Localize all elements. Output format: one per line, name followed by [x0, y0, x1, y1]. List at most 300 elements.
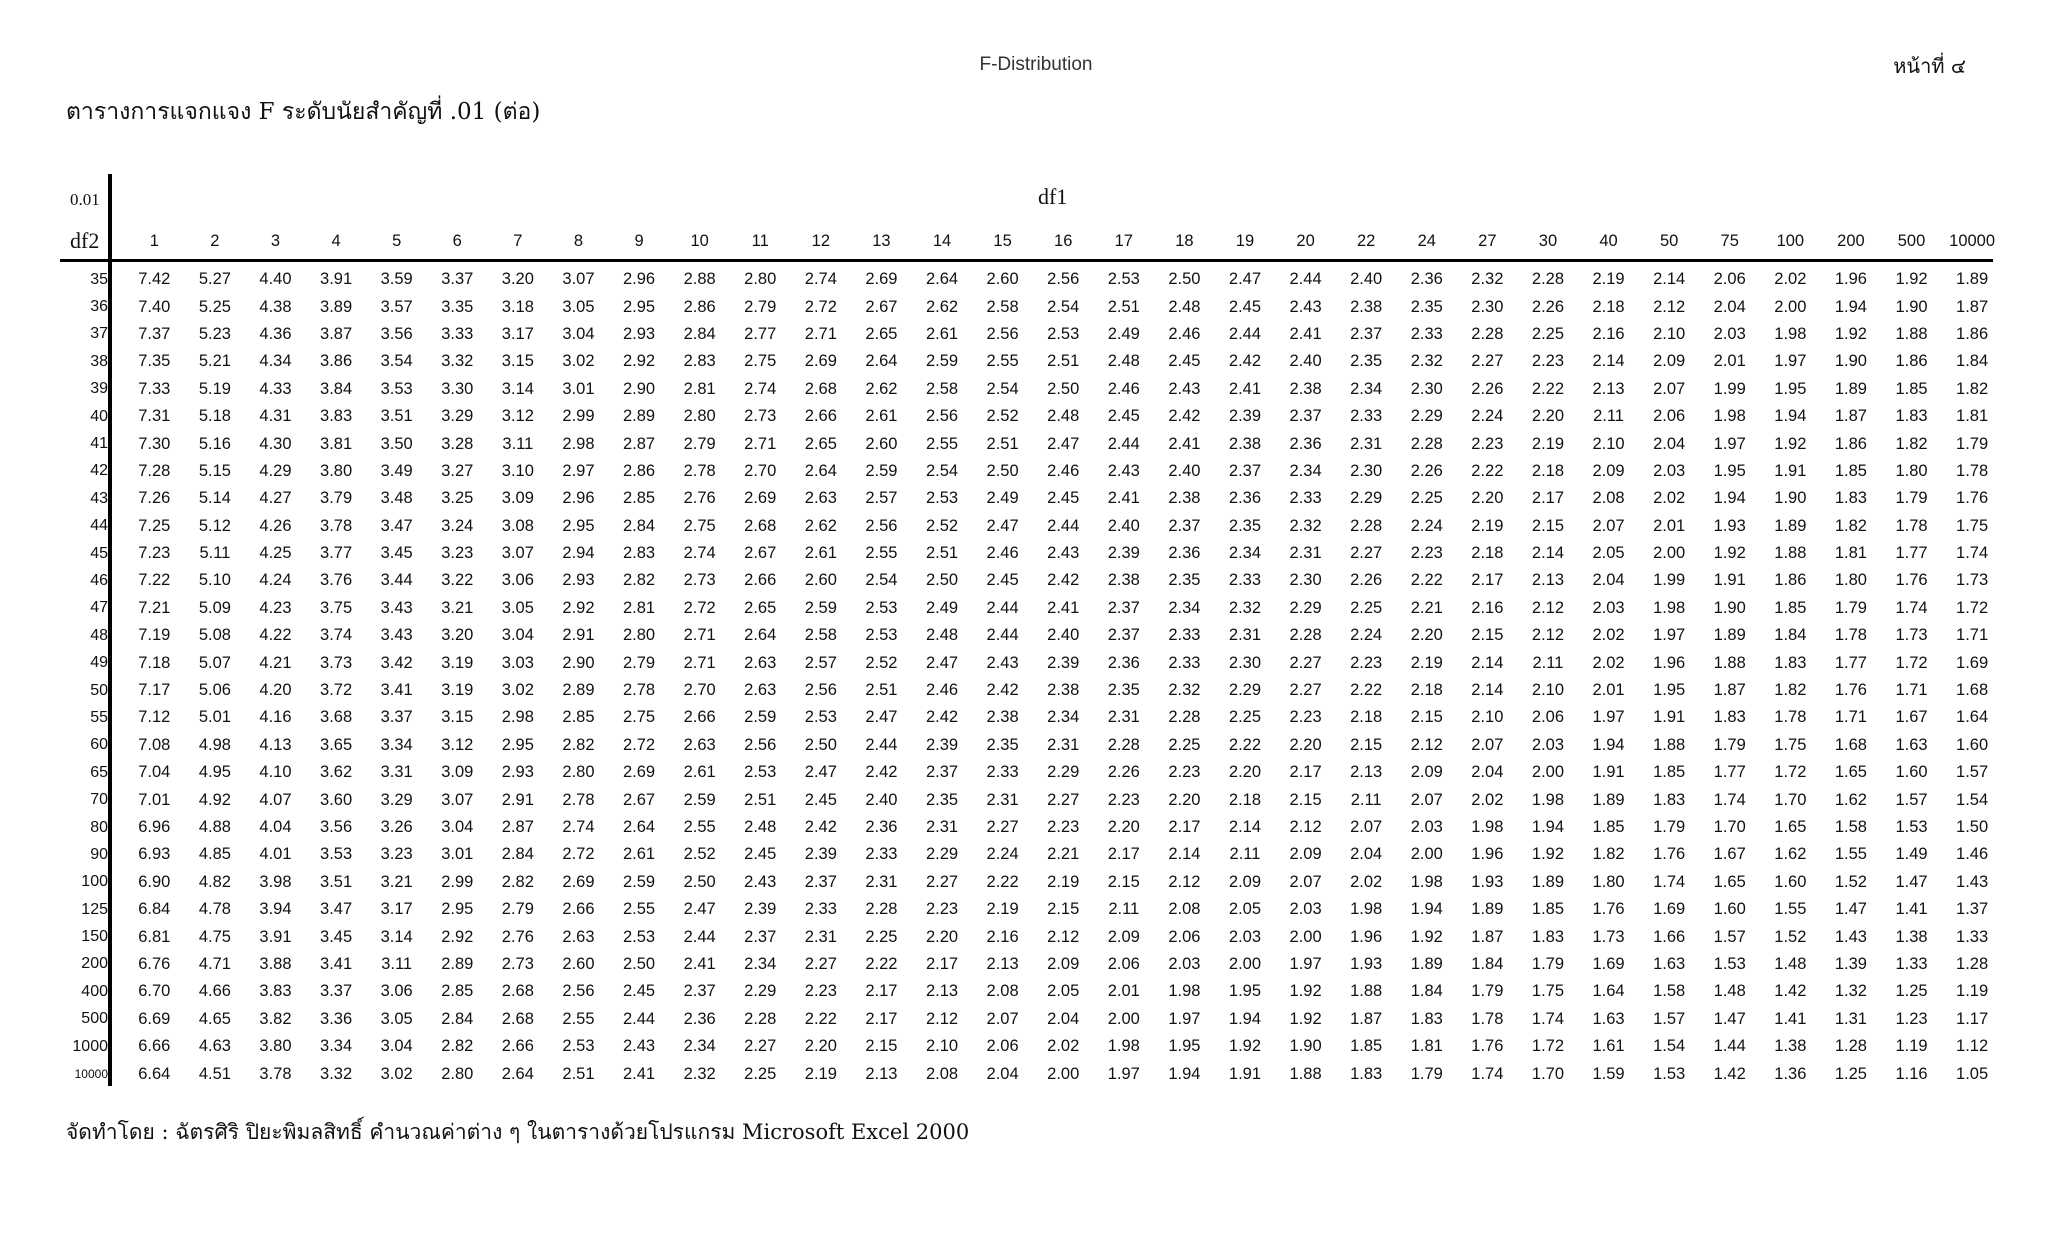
f-value-cell: 3.84 [320, 379, 353, 398]
f-value-cell: 3.86 [320, 352, 353, 371]
f-value-cell: 2.93 [501, 763, 534, 782]
f-value-cell: 2.22 [1350, 681, 1383, 700]
f-value-cell: 2.45 [622, 982, 656, 1001]
f-value-cell: 1.91 [1713, 571, 1746, 590]
f-value-cell: 4.63 [198, 1037, 231, 1056]
f-value-cell: 3.76 [320, 571, 353, 590]
f-value-cell: 1.57 [1713, 927, 1746, 946]
f-value-cell: 7.30 [138, 434, 171, 453]
f-value-cell: 2.13 [986, 954, 1019, 973]
row-spacer [112, 786, 124, 813]
f-value-cell: 4.30 [259, 434, 292, 453]
f-value-cell: 5.14 [198, 489, 231, 508]
f-value-cell: 1.79 [1531, 954, 1565, 973]
f-value-cell: 3.30 [441, 379, 474, 398]
df2-row-label: 80 [90, 818, 108, 836]
table-row [64, 896, 2002, 923]
f-value-cell: 2.69 [865, 270, 898, 289]
f-value-cell: 2.17 [925, 954, 959, 973]
f-value-cell: 1.64 [1956, 708, 1989, 727]
f-value-cell: 2.28 [1289, 626, 1322, 645]
f-value-cell: 3.87 [320, 324, 353, 343]
df2-row-label: 38 [90, 352, 108, 370]
f-value-cell: 2.12 [925, 1009, 959, 1028]
f-value-cell: 2.43 [744, 872, 777, 891]
f-value-cell: 4.85 [198, 845, 231, 864]
f-value-cell: 1.41 [1895, 900, 1928, 919]
f-value-cell: 2.18 [1531, 461, 1565, 480]
f-value-cell: 1.42 [1713, 1064, 1746, 1083]
f-value-cell: 2.85 [441, 982, 474, 1001]
f-value-cell: 1.36 [1774, 1064, 1807, 1083]
f-value-cell: 2.36 [1228, 489, 1262, 508]
f-value-cell: 2.09 [1592, 461, 1625, 480]
f-value-cell: 2.50 [925, 571, 959, 590]
f-value-cell: 4.01 [259, 845, 292, 864]
f-value-cell: 2.23 [1471, 434, 1504, 453]
f-value-cell: 3.57 [380, 297, 413, 316]
f-value-cell: 2.12 [1047, 927, 1080, 946]
f-value-cell: 1.89 [1774, 516, 1807, 535]
table-row [64, 1060, 2002, 1087]
f-value-cell: 2.20 [1289, 735, 1322, 754]
f-value-cell: 3.34 [380, 735, 413, 754]
row-spacer [112, 485, 124, 512]
f-value-cell: 1.87 [1350, 1009, 1383, 1028]
df2-row-label: 90 [90, 845, 108, 863]
f-value-cell: 3.82 [259, 1009, 292, 1028]
f-value-cell: 1.98 [1531, 790, 1565, 809]
f-value-cell: 2.35 [1107, 681, 1140, 700]
f-value-cell: 1.76 [1653, 845, 1686, 864]
f-value-cell: 2.69 [562, 872, 595, 891]
f-value-cell: 4.36 [259, 324, 292, 343]
f-value-cell: 1.48 [1774, 954, 1807, 973]
f-value-cell: 3.02 [501, 681, 534, 700]
f-value-cell: 2.19 [1410, 653, 1443, 672]
f-value-cell: 2.55 [865, 544, 898, 563]
f-distribution-table [64, 266, 2002, 1088]
f-value-cell: 2.81 [622, 598, 656, 617]
f-value-cell: 1.85 [1774, 598, 1807, 617]
f-value-cell: 2.60 [986, 270, 1019, 289]
f-value-cell: 3.62 [320, 763, 353, 782]
f-value-cell: 2.38 [1350, 297, 1383, 316]
f-value-cell: 1.97 [1653, 626, 1686, 645]
row-spacer [112, 513, 124, 540]
f-value-cell: 2.72 [622, 735, 656, 754]
f-value-cell: 2.17 [1531, 489, 1565, 508]
f-value-cell: 2.31 [1289, 544, 1322, 563]
f-value-cell: 2.61 [925, 324, 959, 343]
f-value-cell: 2.66 [804, 407, 837, 426]
f-value-cell: 2.20 [1168, 790, 1201, 809]
f-value-cell: 1.83 [1531, 927, 1565, 946]
f-value-cell: 3.73 [320, 653, 353, 672]
f-value-cell: 3.78 [259, 1064, 292, 1083]
f-value-cell: 3.02 [562, 352, 595, 371]
significance-level: 0.01 [70, 190, 100, 209]
f-value-cell: 3.19 [441, 653, 474, 672]
f-value-cell: 1.57 [1956, 763, 1989, 782]
f-value-cell: 2.86 [683, 297, 716, 316]
f-value-cell: 1.91 [1653, 708, 1686, 727]
f-value-cell: 3.28 [441, 434, 474, 453]
f-value-cell: 2.23 [1047, 818, 1080, 836]
row-spacer [112, 376, 124, 403]
f-value-cell: 3.17 [380, 900, 413, 919]
f-value-cell: 2.83 [683, 352, 716, 371]
f-value-cell: 2.96 [622, 270, 656, 289]
f-value-cell: 2.19 [804, 1064, 837, 1083]
f-value-cell: 2.56 [804, 681, 837, 700]
f-value-cell: 2.76 [501, 927, 534, 946]
f-value-cell: 3.45 [320, 927, 353, 946]
f-value-cell: 1.96 [1350, 927, 1383, 946]
f-value-cell: 1.74 [1531, 1009, 1565, 1028]
table-row [64, 513, 2002, 540]
f-value-cell: 2.78 [622, 681, 656, 700]
f-value-cell: 3.06 [380, 982, 413, 1001]
f-value-cell: 1.89 [1471, 900, 1504, 919]
df1-column-header: 6 [452, 231, 462, 250]
f-value-cell: 7.17 [138, 681, 171, 700]
f-value-cell: 3.79 [320, 489, 353, 508]
f-value-cell: 2.66 [562, 900, 595, 919]
f-value-cell: 6.64 [138, 1064, 171, 1083]
f-value-cell: 4.21 [259, 653, 292, 672]
f-value-cell: 2.12 [1531, 626, 1565, 645]
f-value-cell: 6.93 [138, 845, 171, 864]
f-value-cell: 1.67 [1895, 708, 1928, 727]
f-value-cell: 1.91 [1228, 1064, 1262, 1083]
df1-column-header: 10 [690, 231, 709, 250]
f-value-cell: 2.18 [1350, 708, 1383, 727]
f-value-cell: 5.27 [198, 270, 231, 289]
f-value-cell: 1.86 [1774, 571, 1807, 590]
f-value-cell: 1.46 [1956, 845, 1989, 864]
f-value-cell: 3.09 [441, 763, 474, 782]
f-value-cell: 1.63 [1653, 954, 1686, 973]
f-value-cell: 2.46 [1047, 461, 1080, 480]
f-value-cell: 5.25 [198, 297, 231, 316]
f-value-cell: 1.99 [1713, 379, 1746, 398]
df2-row-label: 60 [90, 736, 108, 754]
f-value-cell: 2.53 [1047, 324, 1080, 343]
f-value-cell: 1.75 [1774, 735, 1807, 754]
f-value-cell: 2.15 [1350, 735, 1383, 754]
f-value-cell: 2.99 [441, 872, 474, 891]
f-value-cell: 2.15 [1289, 790, 1322, 809]
row-spacer [112, 677, 124, 704]
f-value-cell: 7.23 [138, 544, 171, 563]
f-value-cell: 1.92 [1228, 1037, 1262, 1056]
f-value-cell: 2.83 [622, 544, 656, 563]
f-value-cell: 2.47 [865, 708, 898, 727]
f-value-cell: 2.01 [1713, 352, 1746, 371]
f-value-cell: 3.43 [380, 626, 413, 645]
f-value-cell: 2.20 [925, 927, 959, 946]
f-value-cell: 2.33 [1289, 489, 1322, 508]
f-value-cell: 2.07 [1410, 790, 1443, 809]
table-row [64, 1006, 2002, 1033]
f-value-cell: 2.26 [1410, 461, 1443, 480]
f-value-cell: 2.27 [804, 954, 837, 973]
f-value-cell: 2.05 [1592, 544, 1625, 563]
row-spacer [112, 540, 124, 567]
f-value-cell: 1.73 [1956, 571, 1989, 590]
f-value-cell: 1.85 [1592, 818, 1625, 836]
f-value-cell: 2.04 [1350, 845, 1383, 864]
f-value-cell: 4.24 [259, 571, 292, 590]
f-value-cell: 2.29 [1047, 763, 1080, 782]
f-value-cell: 2.51 [925, 544, 959, 563]
f-value-cell: 2.53 [622, 927, 656, 946]
table-row [64, 293, 2002, 320]
f-value-cell: 2.06 [1168, 927, 1201, 946]
f-value-cell: 2.22 [865, 954, 898, 973]
row-spacer [112, 1033, 124, 1060]
f-value-cell: 2.72 [562, 845, 595, 864]
f-value-cell: 2.88 [683, 270, 716, 289]
f-value-cell: 1.62 [1834, 790, 1867, 809]
f-value-cell: 1.93 [1350, 954, 1383, 973]
f-value-cell: 4.29 [259, 461, 292, 480]
f-value-cell: 2.42 [1047, 571, 1080, 590]
f-value-cell: 2.71 [744, 434, 777, 453]
df2-row-label: 200 [81, 955, 108, 973]
f-value-cell: 2.02 [1350, 872, 1383, 891]
f-value-cell: 2.35 [1350, 352, 1383, 371]
f-value-cell: 3.22 [441, 571, 474, 590]
f-value-cell: 2.94 [562, 544, 595, 563]
f-value-cell: 1.53 [1713, 954, 1746, 973]
f-value-cell: 4.98 [198, 735, 231, 754]
f-value-cell: 2.43 [986, 653, 1019, 672]
f-value-cell: 1.25 [1895, 982, 1928, 1001]
df1-column-header: 100 [1776, 231, 1805, 250]
f-value-cell: 2.52 [865, 653, 898, 672]
f-value-cell: 2.75 [683, 516, 716, 535]
f-value-cell: 1.89 [1956, 270, 1989, 289]
f-value-cell: 2.42 [1168, 407, 1201, 426]
f-value-cell: 2.69 [622, 763, 656, 782]
f-value-cell: 2.05 [1228, 900, 1262, 919]
f-value-cell: 1.87 [1834, 407, 1867, 426]
f-value-cell: 3.29 [441, 407, 474, 426]
f-value-cell: 1.60 [1895, 763, 1928, 782]
f-value-cell: 2.50 [986, 461, 1019, 480]
f-value-cell: 2.30 [1228, 653, 1262, 672]
f-value-cell: 2.07 [1653, 379, 1686, 398]
row-spacer [112, 321, 124, 348]
f-value-cell: 2.40 [1289, 352, 1322, 371]
f-value-cell: 3.50 [380, 434, 413, 453]
f-value-cell: 3.59 [380, 270, 413, 289]
f-value-cell: 1.52 [1774, 927, 1807, 946]
f-value-cell: 2.50 [1047, 379, 1080, 398]
f-value-cell: 2.26 [1471, 379, 1504, 398]
f-value-cell: 2.80 [622, 626, 656, 645]
f-value-cell: 3.07 [562, 270, 595, 289]
f-value-cell: 2.28 [744, 1009, 777, 1028]
f-value-cell: 2.27 [1289, 681, 1322, 700]
f-value-cell: 4.82 [198, 872, 231, 891]
f-value-cell: 1.92 [1774, 434, 1807, 453]
f-value-cell: 1.60 [1774, 872, 1807, 891]
df2-row-label: 55 [90, 708, 108, 726]
f-value-cell: 2.79 [744, 297, 777, 316]
f-value-cell: 3.14 [380, 927, 413, 946]
row-spacer [112, 869, 124, 896]
f-value-cell: 2.18 [1592, 297, 1625, 316]
f-value-cell: 1.53 [1653, 1064, 1686, 1083]
f-value-cell: 4.40 [259, 270, 292, 289]
f-value-cell: 1.90 [1289, 1037, 1322, 1056]
f-value-cell: 2.09 [1047, 954, 1080, 973]
f-value-cell: 2.80 [441, 1064, 474, 1083]
f-value-cell: 1.91 [1592, 763, 1625, 782]
f-value-cell: 2.44 [1228, 324, 1262, 343]
f-value-cell: 5.19 [198, 379, 231, 398]
f-value-cell: 2.17 [1471, 571, 1504, 590]
f-value-cell: 2.17 [865, 982, 898, 1001]
row-spacer [112, 649, 124, 676]
f-value-cell: 7.28 [138, 461, 171, 480]
f-value-cell: 2.35 [1228, 516, 1262, 535]
f-value-cell: 2.14 [1653, 270, 1686, 289]
f-value-cell: 7.42 [138, 270, 171, 289]
f-value-cell: 5.10 [198, 571, 231, 590]
f-value-cell: 2.35 [986, 735, 1019, 754]
f-value-cell: 6.76 [138, 954, 171, 973]
f-value-cell: 2.10 [1653, 324, 1686, 343]
f-value-cell: 2.62 [865, 379, 898, 398]
f-value-cell: 2.42 [986, 681, 1019, 700]
f-value-cell: 1.93 [1471, 872, 1504, 891]
column-header-row [64, 229, 2002, 253]
f-value-cell: 2.43 [1289, 297, 1322, 316]
f-value-cell: 2.53 [1107, 270, 1140, 289]
f-value-cell: 2.70 [744, 461, 777, 480]
f-value-cell: 2.06 [1713, 270, 1746, 289]
f-value-cell: 2.67 [865, 297, 898, 316]
f-value-cell: 2.28 [1168, 708, 1201, 727]
f-value-cell: 2.20 [1107, 818, 1140, 836]
df2-row-label: 100 [81, 873, 108, 891]
f-value-cell: 3.26 [380, 818, 413, 836]
f-value-cell: 2.92 [622, 352, 656, 371]
f-value-cell: 2.17 [1289, 763, 1322, 782]
f-value-cell: 2.27 [1047, 790, 1080, 809]
f-value-cell: 3.02 [380, 1064, 413, 1083]
f-value-cell: 2.41 [1289, 324, 1322, 343]
f-value-cell: 7.22 [138, 571, 171, 590]
f-value-cell: 2.37 [1107, 598, 1140, 617]
f-value-cell: 1.88 [1713, 653, 1746, 672]
f-value-cell: 2.10 [1471, 708, 1504, 727]
f-value-cell: 2.64 [804, 461, 837, 480]
row-spacer [112, 704, 124, 731]
f-value-cell: 1.57 [1895, 790, 1928, 809]
row-spacer [112, 923, 124, 950]
f-value-cell: 2.51 [744, 790, 777, 809]
f-value-cell: 1.72 [1774, 763, 1807, 782]
f-value-cell: 2.38 [1107, 571, 1140, 590]
df1-column-header: 18 [1175, 231, 1194, 250]
f-value-cell: 2.61 [804, 544, 837, 563]
f-value-cell: 2.47 [1228, 270, 1262, 289]
f-value-cell: 1.89 [1713, 626, 1746, 645]
f-value-cell: 2.00 [1774, 297, 1807, 316]
f-value-cell: 1.47 [1834, 900, 1867, 919]
f-value-cell: 3.06 [501, 571, 534, 590]
table-row [64, 403, 2002, 430]
f-value-cell: 2.46 [1107, 379, 1140, 398]
row-spacer [112, 814, 124, 841]
f-value-cell: 2.54 [925, 461, 959, 480]
f-value-cell: 2.95 [562, 516, 595, 535]
df1-column-header: 500 [1897, 231, 1926, 250]
f-value-cell: 2.43 [1107, 461, 1140, 480]
f-value-cell: 2.67 [744, 544, 777, 563]
f-value-cell: 2.39 [744, 900, 777, 919]
f-value-cell: 1.87 [1471, 927, 1504, 946]
f-value-cell: 1.70 [1713, 818, 1746, 836]
f-value-cell: 2.99 [562, 407, 595, 426]
f-value-cell: 1.95 [1228, 982, 1262, 1001]
f-value-cell: 3.19 [441, 681, 474, 700]
f-value-cell: 1.98 [1107, 1037, 1140, 1056]
f-value-cell: 1.83 [1350, 1064, 1383, 1083]
f-value-cell: 2.62 [804, 516, 837, 535]
f-value-cell: 2.00 [1289, 927, 1322, 946]
f-value-cell: 2.53 [865, 626, 898, 645]
row-spacer [112, 978, 124, 1005]
f-value-cell: 1.58 [1834, 818, 1867, 836]
f-value-cell: 2.07 [1350, 818, 1383, 836]
df1-column-header: 13 [872, 231, 891, 250]
f-value-cell: 1.92 [1410, 927, 1443, 946]
f-value-cell: 6.70 [138, 982, 171, 1001]
df1-column-header: 75 [1720, 231, 1739, 250]
f-value-cell: 2.27 [1471, 352, 1504, 371]
f-value-cell: 2.29 [1410, 407, 1443, 426]
f-value-cell: 2.79 [683, 434, 716, 453]
f-value-cell: 1.92 [1289, 1009, 1322, 1028]
f-value-cell: 1.88 [1653, 735, 1686, 754]
f-value-cell: 1.80 [1834, 571, 1867, 590]
df1-column-header: 8 [573, 231, 584, 250]
f-value-cell: 2.46 [1168, 324, 1201, 343]
f-value-cell: 1.43 [1834, 927, 1867, 946]
f-value-cell: 3.94 [259, 900, 292, 919]
f-value-cell: 7.26 [138, 489, 171, 508]
f-value-cell: 1.90 [1774, 489, 1807, 508]
f-value-cell: 3.05 [562, 297, 595, 316]
f-value-cell: 1.79 [1895, 489, 1928, 508]
f-value-cell: 1.94 [1228, 1009, 1262, 1028]
f-value-cell: 2.47 [986, 516, 1019, 535]
f-value-cell: 2.55 [622, 900, 656, 919]
f-value-cell: 2.06 [1653, 407, 1686, 426]
f-value-cell: 1.25 [1834, 1064, 1867, 1083]
f-value-cell: 2.04 [1713, 297, 1746, 316]
f-value-cell: 3.37 [380, 708, 413, 727]
f-value-cell: 2.69 [804, 352, 837, 371]
table-row [64, 430, 2002, 457]
f-value-cell: 2.14 [1531, 544, 1565, 563]
